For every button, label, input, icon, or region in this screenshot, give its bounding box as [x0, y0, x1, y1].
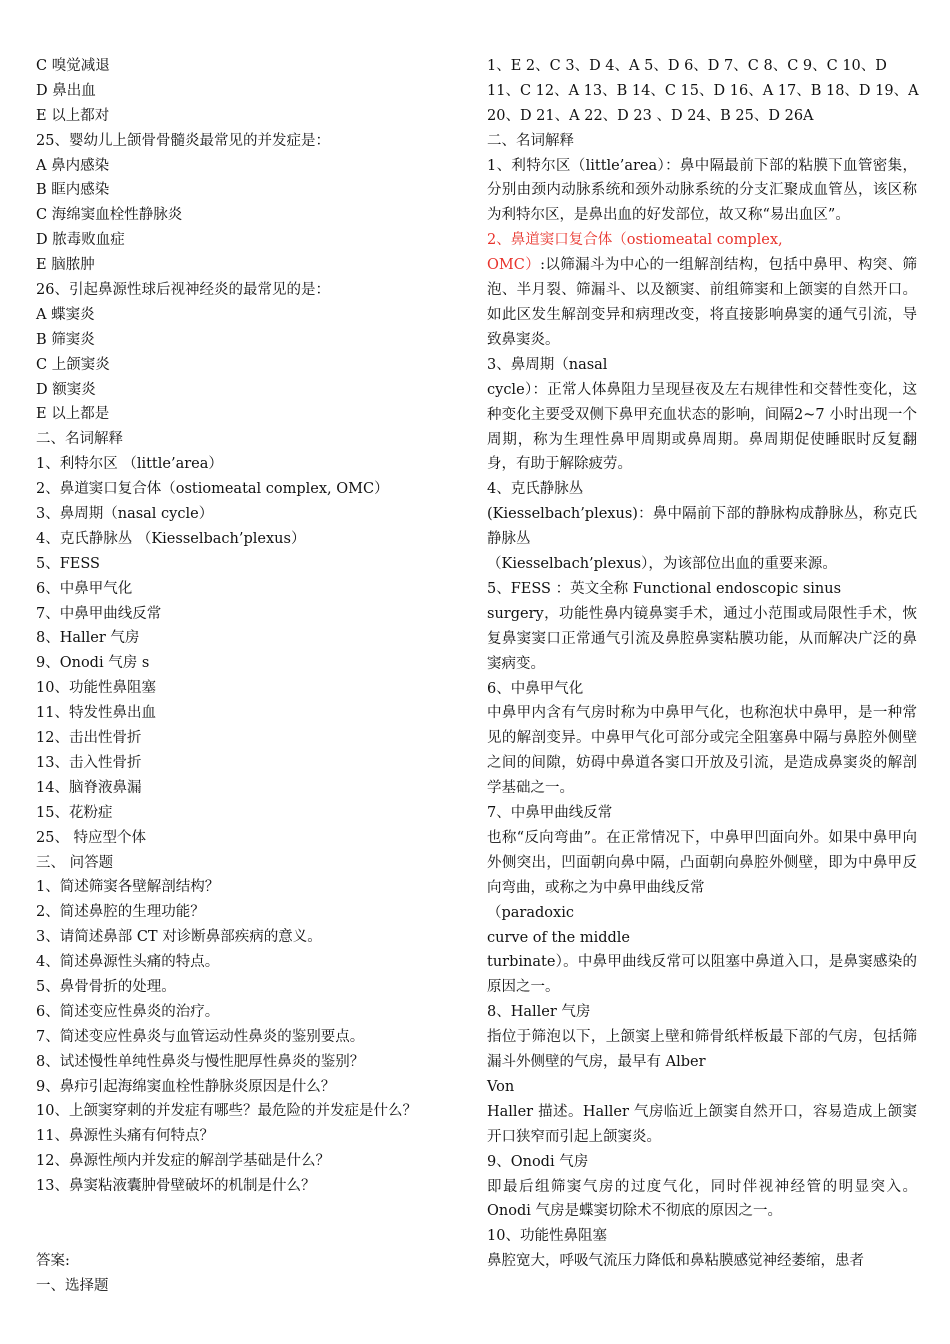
term-title: 10、功能性鼻阻塞	[487, 1228, 607, 1245]
term-line: 15、花粉症	[36, 804, 113, 821]
qa-line: 8、试述慢性单纯性鼻炎与慢性肥厚性鼻炎的鉴别？	[36, 1053, 365, 1070]
term-definition-7: 也称“反向弯曲”。在正常情况下，中鼻甲凹面向外。如果中鼻甲向外侧突出，凹面朝向鼻中隔，凸面朝向鼻腔外侧壁，即为中鼻甲反向弯曲，或称之为中鼻甲曲线反常	[487, 829, 917, 896]
question-line: 26、引起鼻源性球后视神经炎的最常见的是：	[36, 282, 330, 299]
right-column	[487, 54, 917, 1274]
option-line: D 鼻出血	[36, 82, 96, 99]
term-line: 9、Onodi 气房 s	[36, 655, 150, 672]
question-line: 25、婴幼儿上颌骨骨髓炎最常见的并发症是：	[36, 132, 330, 149]
option-line: E 以上都对	[36, 107, 110, 124]
term-definition-line: （paradoxic	[487, 904, 574, 921]
term-definition-8: 指位于筛泡以下，上颌窦上壁和筛骨纸样板最下部的气房，包括筛漏斗外侧壁的气房，最早有 Alber	[487, 1029, 917, 1071]
term-line: 6、中鼻甲气化	[36, 580, 133, 597]
option-line: D 脓毒败血症	[36, 232, 125, 249]
option-line: D 额窦炎	[36, 381, 96, 398]
qa-line: 6、简述变应性鼻炎的治疗。	[36, 1003, 220, 1020]
option-line: C 嗅觉减退	[36, 58, 110, 74]
qa-line: 4、简述鼻源性头痛的特点。	[36, 954, 220, 971]
term-title-highlight: 2、鼻道窦口复合体（ostiomeatal complex,	[487, 232, 783, 249]
qa-line: 3、请简述鼻部 CT 对诊断鼻部疾病的意义。	[36, 929, 322, 946]
qa-line: 1、简述筛窦各壁解剖结构？	[36, 879, 220, 896]
blank-gap	[36, 1199, 466, 1249]
answer-key-line: 20、D 21、A 22、D 23 、D 24、B 25、D 26A	[487, 107, 814, 124]
term-definition-4b: （Kiesselbach’plexus），为该部位出血的重要来源。	[487, 556, 837, 573]
answer-subheading: 一、选择题	[36, 1277, 109, 1294]
term-line: 4、克氏静脉丛 （Kiesselbach’plexus）	[36, 530, 306, 547]
term-title: 7、中鼻甲曲线反常	[487, 805, 613, 822]
term-line: 2、鼻道窦口复合体（ostiomeatal complex, OMC）	[36, 481, 389, 498]
option-line: A 蝶窦炎	[36, 306, 95, 323]
term-line: 10、功能性鼻阻塞	[36, 680, 156, 697]
term-definition-1: 1、利特尔区（little’area）：鼻中隔最前下部的粘膜下血管密集，分别由颈内动脉系统和颈外动脉系统的分支汇聚成血管丛，该区称为利特尔区，是鼻出血的好发部位，故又称“易出血区”。	[487, 157, 917, 224]
option-line: C 海绵窦血栓性静脉炎	[36, 207, 183, 224]
qa-line: 10、上颌窦穿刺的并发症有哪些？最危险的并发症是什么？	[36, 1103, 417, 1120]
left-column	[36, 54, 466, 1299]
term-title: 5、FESS ：英文全称 Functional endoscopic sinus	[487, 580, 842, 597]
term-title: 9、Onodi 气房	[487, 1153, 589, 1170]
answer-key-line: 11、C 12、A 13、B 14、C 15、D 16、A 17、B 18、D 19、A	[487, 82, 919, 99]
term-line: 25、 特应型个体	[36, 829, 147, 846]
answer-key-line: 1、E 2、C 3、D 4、A 5、D 6、D 7、C 8、C 9、C 10、D	[487, 58, 887, 74]
answer-heading: 答案:	[36, 1252, 70, 1269]
term-title: 6、中鼻甲气化	[487, 680, 584, 697]
term-line: 1、利特尔区 （little’area）	[36, 456, 223, 473]
qa-line: 9、鼻疖引起海绵窦血栓性静脉炎原因是什么？	[36, 1078, 336, 1095]
qa-line: 12、鼻源性颅内并发症的解剖学基础是什么？	[36, 1153, 330, 1170]
term-title: 4、克氏静脉丛	[487, 481, 584, 498]
section-heading: 二、名词解释	[487, 132, 574, 149]
term-line: 11、特发性鼻出血	[36, 705, 156, 722]
term-definition-8c: Haller 描述。Haller 气房临近上颌窦自然开口，容易造成上颌窦开口狭窄而引起上颌窦炎。	[487, 1103, 917, 1145]
term-line: 3、鼻周期（nasal cycle）	[36, 506, 214, 523]
option-line: A 鼻内感染	[36, 157, 110, 174]
qa-line: 13、鼻窦粘液囊肿骨壁破坏的机制是什么？	[36, 1178, 316, 1195]
section-heading: 二、名词解释	[36, 431, 123, 448]
option-line: E 脑脓肿	[36, 257, 95, 274]
term-line: 5、FESS	[36, 555, 100, 572]
term-title: 3、鼻周期（nasal	[487, 356, 608, 373]
term-line: 7、中鼻甲曲线反常	[36, 605, 162, 622]
option-line: C 上颌窦炎	[36, 356, 110, 373]
qa-line: 7、简述变应性鼻炎与血管运动性鼻炎的鉴别要点。	[36, 1028, 365, 1045]
term-definition-6: 中鼻甲内含有气房时称为中鼻甲气化，也称泡状中鼻甲，是一种常见的解剖变异。中鼻甲气化可部分或完全阻塞鼻中隔与鼻腔外侧壁之间的间隙，妨碍中鼻道各窦口开放及引流，是造成鼻窦炎的解剖学基础之一。	[487, 705, 917, 797]
term-line: 13、击入性骨折	[36, 754, 142, 771]
option-line: B 眶内感染	[36, 182, 110, 199]
qa-line: 2、简述鼻腔的生理功能？	[36, 904, 205, 921]
term-definition-3: cycle）：正常人体鼻阻力呈现昼夜及左右规律性和交替性变化，这种变化主要受双侧下鼻甲充血状态的影响，间隔2~7 小时出现一个周期，称为生理性鼻甲周期或鼻周期。鼻周期促使睡眠时反复翻身，有助于解除疲劳。	[487, 381, 917, 473]
term-line: 14、脑脊液鼻漏	[36, 779, 142, 796]
term-definition-4a: (Kiesselbach’plexus)：鼻中隔前下部的静脉构成静脉丛，称克氏静脉丛	[487, 506, 917, 548]
term-definition-5: surgery，功能性鼻内镜鼻窦手术，通过小范围或局限性手术，恢复鼻窦窦口正常通气引流及鼻腔鼻窦粘膜功能，从而解决广泛的鼻窦病变。	[487, 605, 917, 672]
term-line: 12、击出性骨折	[36, 730, 142, 747]
term-title: 8、Haller 气房	[487, 1004, 591, 1021]
term-definition-2	[487, 253, 917, 353]
term-definition-text: :以筛漏斗为中心的一组解剖结构，包括中鼻甲、构突、筛泡、半月裂、筛漏斗、以及额窦、前组筛窦和上颌窦的自然开口。如此区发生解剖变异和病理改变，将直接影响鼻窦的通气引流，导致鼻窦炎。	[487, 257, 917, 348]
qa-line: 5、鼻骨骨折的处理。	[36, 978, 176, 995]
term-definition-10: 鼻腔宽大，呼吸气流压力降低和鼻粘膜感觉神经萎缩，患者	[487, 1253, 864, 1270]
term-abbrev-highlight: OMC）	[487, 257, 541, 274]
term-line: 8、Haller 气房	[36, 630, 140, 647]
term-definition-line: curve of the middle	[487, 929, 631, 946]
term-definition-9: 即最后组筛窦气房的过度气化，同时伴视神经管的明显突入。Onodi 气房是蝶窦切除术不彻底的原因之一。	[487, 1178, 917, 1220]
term-definition-7d: turbinate）。中鼻甲曲线反常可以阻塞中鼻道入口，是鼻窦感染的原因之一。	[487, 954, 917, 996]
section-heading: 三、 问答题	[36, 854, 114, 871]
term-definition-line: Von	[487, 1078, 515, 1095]
option-line: B 筛窦炎	[36, 331, 95, 348]
qa-line: 11、鼻源性头痛有何特点？	[36, 1128, 214, 1145]
option-line: E 以上都是	[36, 406, 110, 423]
